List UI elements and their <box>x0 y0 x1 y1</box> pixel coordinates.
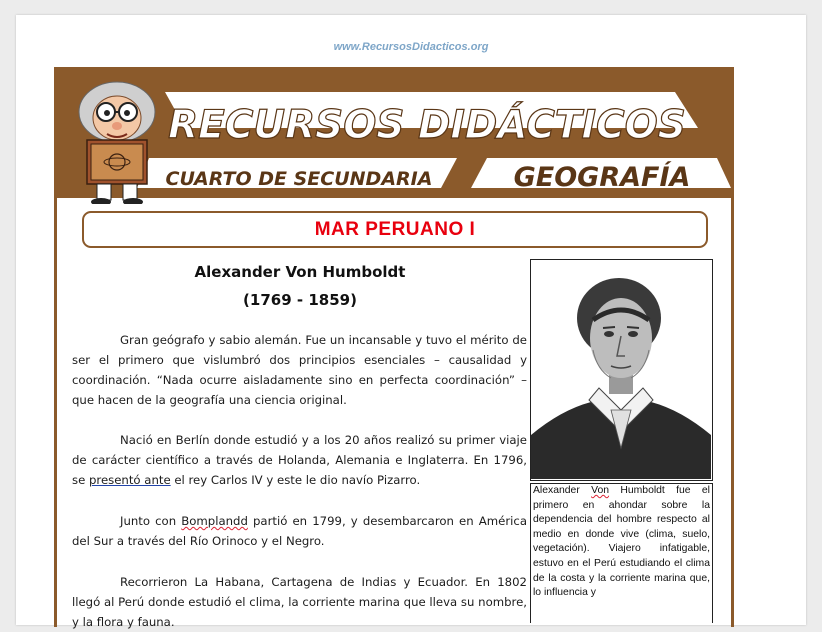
paragraph-2-text-c: el rey Carlos IV y este le dio navío Pizarro. <box>170 473 421 487</box>
paragraph-3-text-c: partió en 1799, y desembarcaron en América del Sur a través del Río Orinoco y el Negro. <box>72 514 527 548</box>
paragraph-2-text-a: Nació en Berlín donde estudió y a los 20 años realizó su primer viaje de carácter científico a través de Holanda, Alemania e Inglaterra. En 1796, se <box>72 433 527 487</box>
humboldt-portrait <box>530 259 713 481</box>
paragraph-4: Recorrieron La Habana, Cartagena de Indias y Ecuador. En 1802 llegó al Perú donde estudió el clima, la corriente marina que lleva su nombre, y la flora y fauna. <box>72 575 527 629</box>
caption-spelling-flag: Von <box>591 485 610 496</box>
article-name: Alexander Von Humboldt <box>194 263 406 281</box>
article-dates: (1769 - 1859) <box>243 291 357 309</box>
banner-subject: GEOGRAFÍA <box>513 162 691 193</box>
paragraph-3 <box>72 511 527 551</box>
paragraph-1: Gran geógrafo y sabio alemán. Fue un incansable y tuvo el mérito de ser el primero que vislumbró dos principios esenciales – causalidad y coordinación. “Nada ocurre aisladamente sino en perfecta coordinación” – que hacen de la geografía una ciencia original. <box>72 333 527 407</box>
portrait-image-icon <box>531 260 711 479</box>
caption-text-c: Humboldt fue el primero en ahondar sobre la dependencia del hombre respecto al medio en donde vive (clima, suelo, vegetación). Viajero infatigable, estuvo en el Perú estudiando el clima de la costa y la corriente marina que, lo influencia y <box>533 485 710 599</box>
caption-text-a: Alexander <box>533 485 592 496</box>
banner-title: RECURSOS DIDÁCTICOS <box>168 103 686 148</box>
grammar-flag-text: presentó ante <box>89 473 171 487</box>
spelling-flag-text: Bomplandd <box>181 514 248 528</box>
lesson-title-box <box>82 211 708 248</box>
paragraph-2 <box>72 430 527 490</box>
portrait-caption <box>530 483 713 623</box>
site-url[interactable]: www.RecursosDidacticos.org <box>333 41 489 53</box>
article-heading <box>146 258 454 314</box>
banner-level: CUARTO DE SECUNDARIA <box>165 168 433 190</box>
banner-graphic <box>57 70 731 204</box>
paragraph-3-text-a: Junto con <box>120 514 182 528</box>
header-banner <box>57 70 731 204</box>
lesson-title: MAR PERUANO I <box>314 219 476 240</box>
